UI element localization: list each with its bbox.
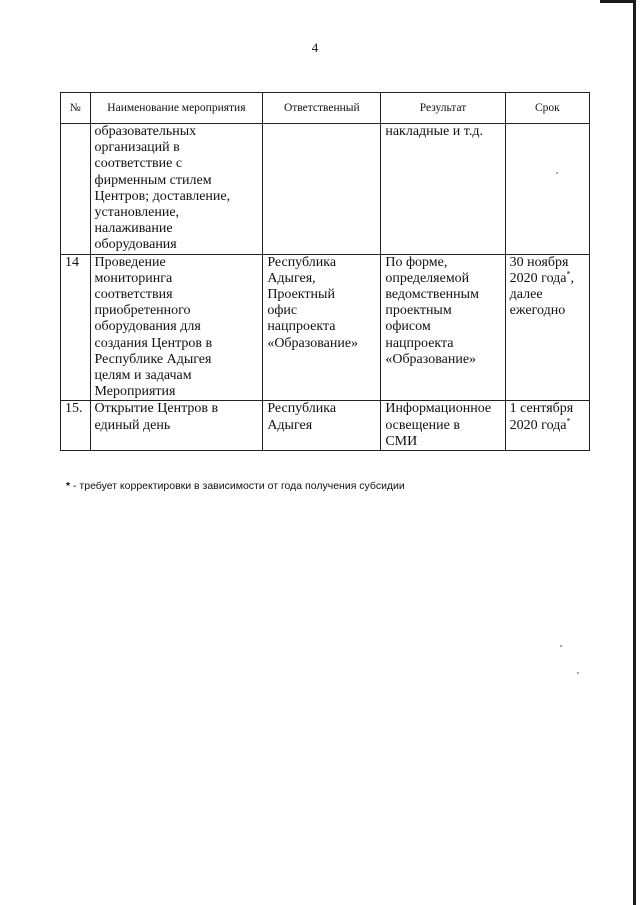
- cell-line: освещение в: [385, 417, 460, 433]
- cell-line: «Образование»: [267, 335, 359, 351]
- cell-result: [381, 124, 505, 255]
- cell-line: создания Центров в: [94, 335, 213, 351]
- cell-line: Открытие Центров в: [94, 401, 219, 417]
- cell-line: «Образование»: [385, 351, 477, 367]
- cell-line: Адыгея: [267, 417, 313, 433]
- cell-line: офис: [267, 303, 298, 319]
- footnote-ref: *: [566, 269, 571, 279]
- cell-line: далее: [509, 287, 543, 303]
- cell-line: соответствие с: [94, 156, 183, 172]
- cell-line: Адыгея,: [267, 270, 316, 286]
- cell-line: нацпроекта: [267, 319, 336, 335]
- cell-line: По форме,: [385, 254, 448, 270]
- cell-name: [90, 401, 263, 451]
- header-name: Наименование мероприятия: [90, 93, 263, 124]
- footnote-text: - требует корректировки в зависимости от года получения субсидии: [70, 480, 405, 492]
- cell-line: целям и задачам: [94, 368, 192, 384]
- cell-line: 1 сентября: [509, 401, 574, 417]
- header-responsible: Ответственный: [263, 93, 381, 124]
- cell-result: [381, 401, 505, 451]
- header-num: №: [61, 93, 91, 124]
- cell-line: СМИ: [385, 433, 418, 449]
- events-table: [60, 92, 590, 451]
- cell-line: налаживание: [94, 221, 173, 237]
- cell-line: единый день: [94, 417, 171, 433]
- scan-speck: [577, 672, 579, 674]
- cell-line: оборудования для: [94, 319, 201, 335]
- cell-line: накладные и т.д.: [385, 124, 483, 139]
- cell-line: Мероприятия: [94, 384, 176, 400]
- cell-line: приобретенного: [94, 303, 191, 319]
- cell-num: 14: [61, 254, 91, 401]
- cell-name: [90, 124, 263, 255]
- cell-name: [90, 254, 263, 401]
- table-row: [61, 124, 590, 255]
- cell-line: ежегодно: [509, 303, 566, 319]
- cell-line: Республика: [267, 401, 337, 417]
- cell-line: организаций в: [94, 140, 180, 156]
- cell-line: оборудования: [94, 237, 177, 253]
- cell-line: мониторинга: [94, 270, 173, 286]
- cell-line: Проектный: [267, 287, 335, 303]
- cell-line: фирменным стилем: [94, 172, 212, 188]
- cell-responsible: [263, 254, 381, 401]
- cell-num: [61, 124, 91, 255]
- cell-line: Информационное: [385, 401, 492, 417]
- cell-term: [505, 124, 589, 255]
- table-row: [61, 254, 590, 401]
- cell-line: ведомственным: [385, 287, 479, 303]
- cell-line: образовательных: [94, 124, 197, 139]
- cell-line: проектным: [385, 303, 452, 319]
- footnote: [66, 480, 405, 492]
- cell-term: [505, 401, 589, 451]
- scan-edge-top: [600, 0, 636, 3]
- cell-line: нацпроекта: [385, 335, 454, 351]
- cell-line: 2020 года: [509, 270, 567, 286]
- table-body: [61, 124, 590, 451]
- cell-line: Центров; доставление,: [94, 188, 231, 204]
- cell-result: [381, 254, 505, 401]
- cell-responsible: [263, 401, 381, 451]
- cell-line: Проведение: [94, 254, 166, 270]
- cell-responsible: [263, 124, 381, 255]
- cell-line: определяемой: [385, 270, 470, 286]
- scan-speck: [556, 172, 558, 174]
- scan-edge-right: [633, 0, 636, 905]
- table-header-row: [61, 93, 590, 124]
- footnote-mark: *: [66, 480, 71, 492]
- cell-num: 15.: [61, 401, 91, 451]
- cell-line: Республике Адыгея: [94, 351, 212, 367]
- cell-line: установление,: [94, 205, 180, 221]
- page-number: 4: [311, 40, 319, 55]
- cell-line: Республика: [267, 254, 337, 270]
- footnote-ref: *: [566, 416, 571, 425]
- cell-term: 30 ноября 2020 года*, далее ежегодно: [505, 254, 589, 401]
- cell-line: офисом: [385, 319, 431, 335]
- scan-speck: [560, 645, 562, 647]
- table-row: [61, 401, 590, 451]
- header-result: Результат: [381, 93, 505, 124]
- cell-line: соответствия: [94, 287, 173, 303]
- header-term: Срок: [505, 93, 589, 124]
- cell-line: 2020 года: [509, 417, 567, 433]
- cell-line: 30 ноября: [509, 254, 569, 270]
